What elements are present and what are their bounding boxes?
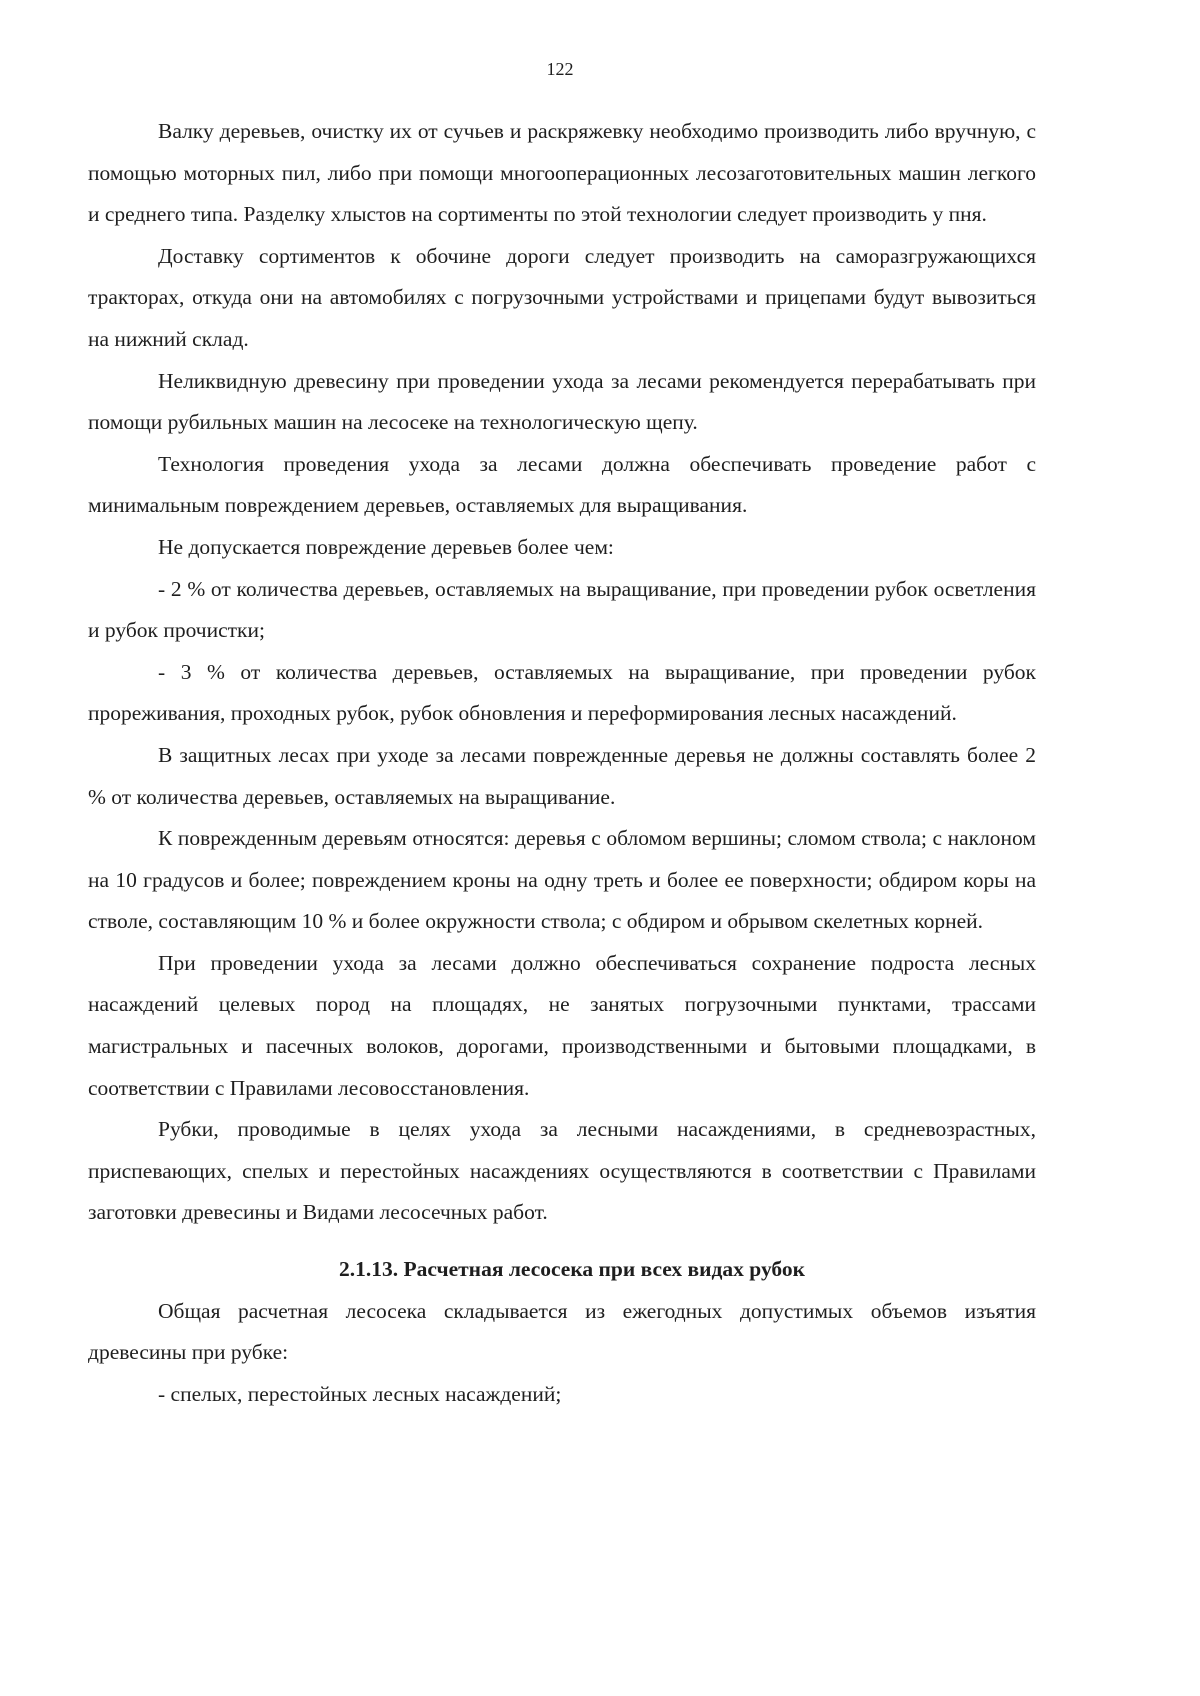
- page-number: 122: [546, 59, 574, 79]
- section-heading: 2.1.13. Расчетная лесосека при всех видах рубок: [338, 1257, 806, 1282]
- list-item-damage-3-percent: - 3 % от количества деревьев, оставляемых на выращивание, при проведении рубок прореживания, проходных рубок, рубок обновления и переформирования лесных насаждений.: [88, 659, 1036, 726]
- paragraph-felling-methods: Валку деревьев, очистку их от сучьев и раскряжевку необходимо производить либо вручную, с помощью моторных пил, либо при помощи многооперационных лесозаготовительных машин легкого и среднего типа. Разделку хлыстов на сортименты по этой технологии следует производить у пня.: [88, 119, 1036, 227]
- list-item-mature-stands: - спелых, перестойных лесных насаждений;: [158, 1381, 562, 1406]
- list-item-damage-2-percent: - 2 % от количества деревьев, оставляемых на выращивание, при проведении рубок осветления и рубок прочистки;: [88, 576, 1036, 643]
- paragraph-undergrowth-preservation: При проведении ухода за лесами должно обеспечиваться сохранение подроста лесных насаждений целевых пород на площадях, не занятых погрузочными пунктами, трассами магистральных и пасечных волоков, дорогами, производственными и бытовыми площадками, в соответствии с Правилами лесовосстановления.: [88, 950, 1036, 1100]
- paragraph-illiquid-wood: Неликвидную древесину при проведении ухода за лесами рекомендуется перерабатывать при помощи рубильных машин на лесосеке на технологическую щепу.: [88, 368, 1036, 435]
- paragraph-protective-forests: В защитных лесах при уходе за лесами поврежденные деревья не должны составлять более 2 % от количества деревьев, оставляемых на выращивание.: [88, 742, 1036, 809]
- paragraph-technology: Технология проведения ухода за лесами должна обеспечивать проведение работ с минимальным повреждением деревьев, оставляемых для выращивания.: [88, 451, 1036, 518]
- paragraph-damaged-trees-definition: К поврежденным деревьям относятся: деревья с обломом вершины; сломом ствола; с наклоном на 10 градусов и более; повреждением кроны на одну треть и более ее поверхности; обдиром коры на стволе, составляющим 10 % и более окружности ствола; с обдиром и обрывом скелетных корней.: [88, 826, 1036, 934]
- paragraph-allowable-cut: Общая расчетная лесосека складывается из ежегодных допустимых объемов изъятия древесины при рубке:: [88, 1298, 1036, 1365]
- body-text: [88, 111, 1036, 1415]
- paragraph-damage-limit-intro: Не допускается повреждение деревьев более чем:: [158, 534, 614, 559]
- paragraph-care-fellings: Рубки, проводимые в целях ухода за лесными насаждениями, в средневозрастных, приспевающих, спелых и перестойных насаждениях осуществляются в соответствии с Правилами заготовки древесины и Видами лесосечных работ.: [88, 1117, 1036, 1225]
- paragraph-delivery: Доставку сортиментов к обочине дороги следует производить на саморазгружающихся тракторах, откуда они на автомобилях с погрузочными устройствами и прицепами будут вывозиться на нижний склад.: [88, 243, 1036, 351]
